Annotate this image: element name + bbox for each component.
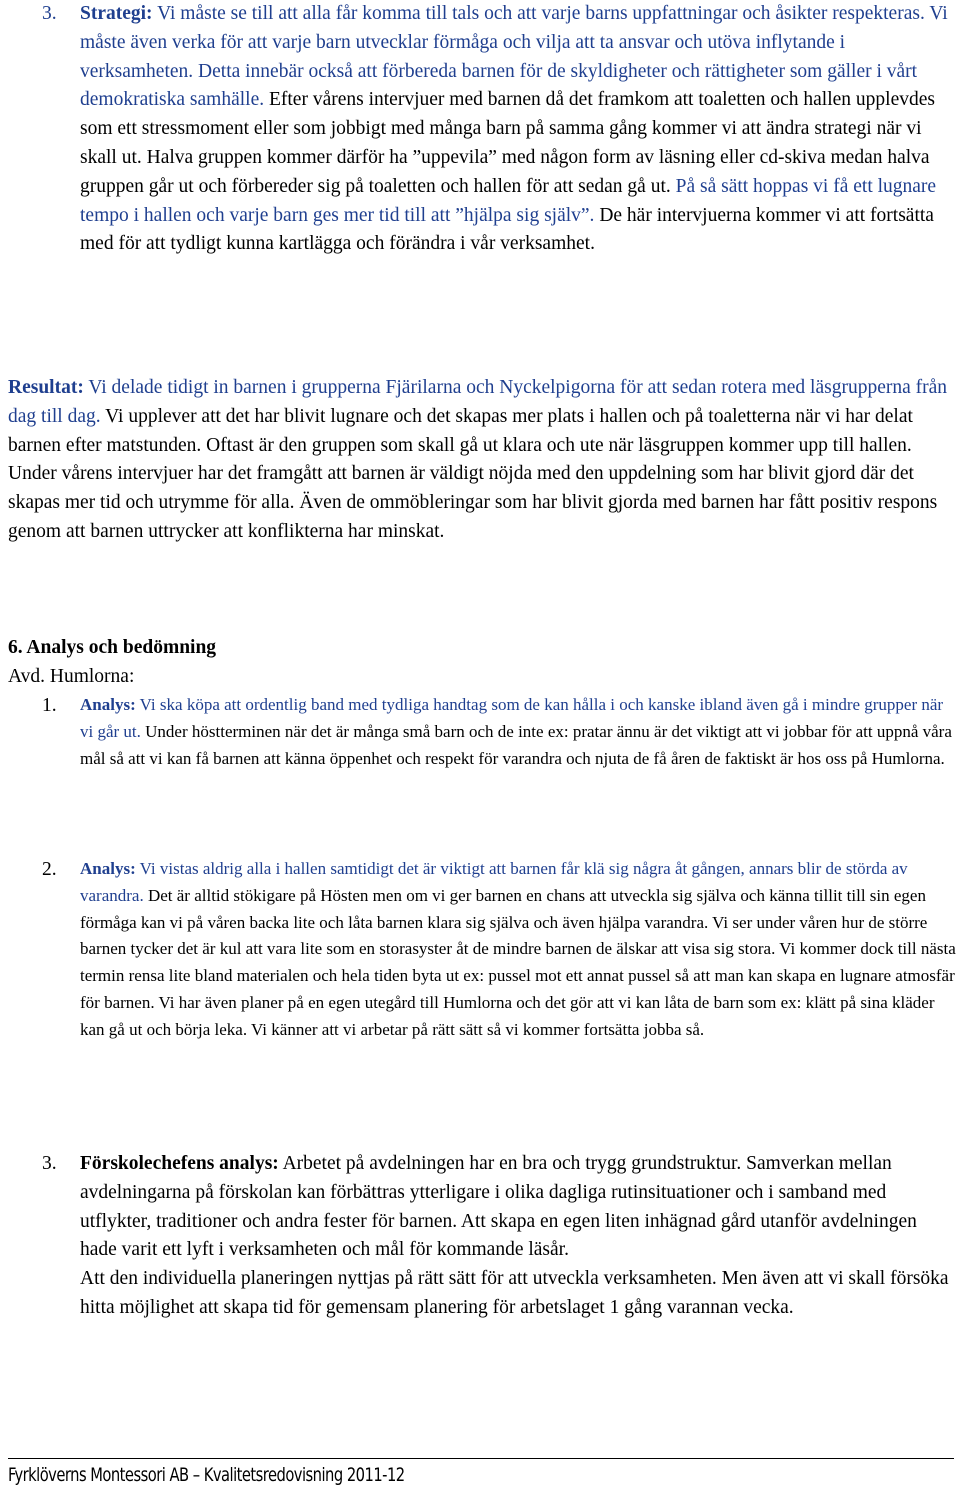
chief-analysis-body [80,1150,956,1323]
strategy-blue-text: Vi måste se till att alla får komma till tals och att varje barns uppfattningar och åsikter respekteras. Vi måste även verka för att varje barn utvecklar förmåga och vilja att ta ansvar och utöva inflytande i verksamheten. Detta innebär också att förbereda barnen för de skyldigheter och rättigheter som gäller i vårt demokratiska samhälle. [80,3,948,111]
strategy-blue-text-2: På så sätt hoppas vi få ett lugnare tempo i hallen och varje barn ges mer tid till att ”hjälpa sig själv”. [80,175,937,226]
analysis-1-black-text: Under höstterminen när det är många små barn och de inte ex: pratar ännu är det viktigt att vi jobbar för att uppnå våra mål så att vi kan få barnen att känna öppenhet och respekt för varandra och njuta de få åren de faktiskt är hos oss på Humlorna. [80,721,952,768]
section-heading: 6. Analys och bedömning [8,637,217,658]
strategy-black-text-2: De här intervjuerna kommer vi att fortsätta med för att tydligt kunna kartlägga och förändra i vår verksamhet. [80,204,934,255]
chief-analysis-text-1: Arbetet på avdelningen har en bra och trygg grundstruktur. Samverkan mellan avdelningarna på förskolan kan förbättras ytterligare i olika dagliga rutinsituationer och i samband med utflykter, traditioner och andra fester för barnen. Att skapa en egen liten inhägnad gård utanför avdelningen hade varit ett lyft i verksamheten och mål för kommande läsår. [80,1153,917,1261]
strategy-label: Strategi: [80,3,153,24]
result-label: Resultat: [8,377,84,398]
analysis-1-number: 1. [42,695,57,716]
result-text-2: Vi upplever att det har blivit lugnare och det skapas mer plats i hallen och på toaletterna när vi har delat barnen efter matstunden. Oftast är den gruppen som skall gå ut klara och ute när läsgruppen kommer upp till hallen. Under vårens intervjuer har det framgått att barnen är väldigt nöjda med den uppdelning som har blivit gjord där det skapas mer tid och utrymme för alla. Även de ommöbleringar som har blivit gjorda med barnen har fått positiv respons genom att barnen uttrycker att konflikterna har minskat. [8,405,938,542]
analysis-2-blue-text: Vi vistas aldrig alla i hallen samtidigt det är viktigt att barnen får klä sig några åt gången, annars blir de störda av varandra. [80,859,908,905]
analysis-1-paragraph [80,692,956,772]
section-subheading: Avd. Humlorna: [8,666,135,687]
analysis-2-black-text: Det är alltid stökigare på Hösten men om vi ger barnen en chans att utveckla sig själva och känna tillit till sin egen förmåga kan vi på våren backa lite och låta barnen klara sig själva och även hjälpa varandra. Vi ser under våren hur de större barnen tycker det är kul att vara lite som en storasyster åt de mindre barnen de älskar att visa sig stora. Vi kommer dock till nästa termin rensa lite bland materialen och hela tiden byta ut ex: pussel mot ett annat pussel så att man kan skapa en lugnare atmosfär för barnen. Vi har även planer på en egen utegård till Humlorna och det gör att vi kan låta de barn som ex: klätt på sina kläder kan gå ut och börja leka. Vi känner att vi arbetar på rätt sätt så vi kommer fortsätta jobba så. [80,885,956,1039]
analysis-2-label: Analys: [80,859,136,878]
analysis-1-label: Analys: [80,695,136,714]
analysis-1-blue-text: Vi ska köpa att ordentlig band med tydliga handtag som de kan hålla i och kanske ibland även gå i mindre grupper när vi går ut. [80,695,944,741]
chief-analysis-paragraph-1 [80,1150,956,1265]
chief-analysis-paragraph-2: Att den individuella planeringen nyttjas på rätt sätt för att utveckla verksamheten. Men även att vi skall försöka hitta möjlighet att skapa tid för gemensam planering för arbetslaget 1 gång varannan vecka. [80,1268,949,1318]
analysis-2-paragraph [80,856,956,1044]
footer-divider [8,1458,954,1459]
footer-text: Fyrklöverns Montessori AB – Kvalitetsredovisning 2011-12 [8,1464,405,1486]
strategy-number: 3. [42,3,57,24]
chief-analysis-label: Förskolechefens analys: [80,1153,279,1174]
result-paragraph [8,374,956,547]
strategy-paragraph [80,0,956,259]
strategy-black-text-1: Efter vårens intervjuer med barnen då det framkom att toaletten och hallen upplevdes som ett stressmoment eller som jobbigt med många barn på samma gång kommer vi att ändra strategi när vi skall ut. Halva gruppen kommer därför ha ”uppevila” med någon form av läsning eller cd-skiva medan halva gruppen går ut och förbereder sig på toaletten och hallen för att sedan gå ut. [80,89,935,197]
chief-analysis-number: 3. [42,1153,57,1174]
analysis-2-number: 2. [42,859,57,880]
result-text-1: Vi delade tidigt in barnen i grupperna Fjärilarna och Nyckelpigorna för att sedan rotera med läsgrupperna från dag till dag. [8,377,948,427]
